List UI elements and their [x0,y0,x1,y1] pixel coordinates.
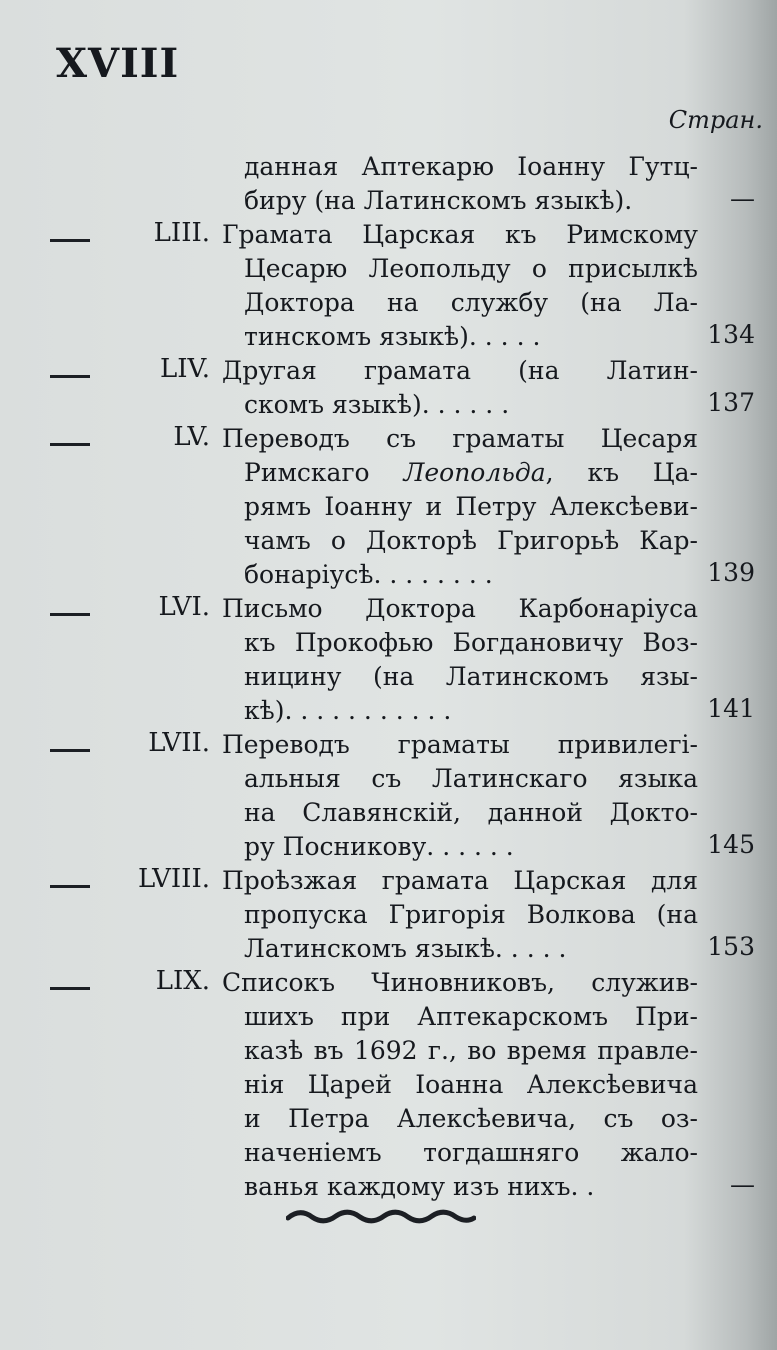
toc-entry [0,592,777,728]
toc-entry [0,354,777,422]
toc-entry-line: Латинскомъ языкѣ. . . . . [244,934,567,963]
toc-entry-page: 137 [707,388,755,417]
toc-entry [0,422,777,592]
toc-entry-line: Доктора на службу (на Ла- [244,288,698,317]
toc-entry-line: Переводъ съ граматы Цесаря [222,424,698,453]
toc-entry-line: кѣ). . . . . . . . . . . [244,696,452,725]
dash-mark [50,987,90,990]
toc-entry-number: LV. [173,422,210,452]
toc-entry-page: — [730,184,755,213]
page-column-header: Стран. [668,106,763,134]
toc-entry-number: LVII. [148,728,210,758]
toc-entry-line: скомъ языкѣ). . . . . . [244,390,510,419]
toc-entry-line: тинскомъ языкѣ). . . . . [244,322,541,351]
toc-entry-line: Проѣзжая грамата Царская для [222,866,698,895]
toc-entry-line: пропуска Григорія Волкова (на [244,900,698,929]
toc-entry-page: 145 [707,830,755,859]
toc-entry-line: биру (на Латинскомъ языкѣ). [244,186,633,215]
toc-entry-line: Списокъ Чиновниковъ, служив- [222,968,698,997]
dash-mark [50,443,90,446]
toc-entry-line: ницину (на Латинскомъ язы- [244,662,698,691]
toc-entry-line: Другая грамата (на Латин- [222,356,698,385]
dash-mark [50,885,90,888]
toc-entry-line: и Петра Алексѣевича, съ оз- [244,1104,698,1133]
toc-entry-line: шихъ при Аптекарскомъ При- [244,1002,698,1031]
toc-entry-line: на Славянскій, данной Докто- [244,798,698,827]
toc-entry-line: Цесарю Леопольду о присылкѣ [244,254,698,283]
toc-entry [0,728,777,864]
table-of-contents [0,150,777,1204]
toc-entry-number: LIX. [155,966,210,996]
toc-entry-line: наченіемъ тогдашняго жало- [244,1138,698,1167]
ornament-flourish-icon [286,1206,476,1226]
dash-mark [50,749,90,752]
toc-entry-line: ру Посникову. . . . . . [244,832,514,861]
toc-entry-page: 139 [707,558,755,587]
dash-mark [50,613,90,616]
toc-entry-line: нія Царей Іоанна Алексѣевича [244,1070,698,1099]
toc-entry-line: Письмо Доктора Карбонаріуса [222,594,698,623]
toc-entry-number: LIV. [159,354,210,384]
toc-entry-page: — [730,1170,755,1199]
toc-entry [0,218,777,354]
dash-mark [50,375,90,378]
toc-entry-line: рямъ Іоанну и Петру Алексѣеви- [244,492,698,521]
toc-entry-line: ванья каждому изъ нихъ. . [244,1172,595,1201]
toc-entry-page: 141 [707,694,755,723]
toc-entry-line: казѣ въ 1692 г., во время правле- [244,1036,698,1065]
toc-entry-line: альныя съ Латинскаго языка [244,764,698,793]
toc-entry-line: Римскаго Леопольда, къ Ца- [244,458,698,487]
toc-entry-line: къ Прокофью Богдановичу Воз- [244,628,698,657]
toc-entry-line: Переводъ граматы привилегі- [222,730,698,759]
toc-entry [0,864,777,966]
toc-entry-line: Грамата Царская къ Римскому [222,220,698,249]
toc-entry-line: бонаріусѣ. . . . . . . . [244,560,493,589]
toc-entry [0,966,777,1204]
toc-entry-line: данная Аптекарю Іоанну Гутц- [244,152,698,181]
toc-entry-number: LIII. [153,218,210,248]
toc-entry-page: 153 [707,932,755,961]
toc-entry-line: чамъ о Докторѣ Григорьѣ Кар- [244,526,698,555]
toc-entry [0,150,777,218]
dash-mark [50,239,90,242]
toc-entry-number: LVIII. [137,864,210,894]
page-roman-numeral: XVIII [56,40,180,87]
toc-entry-page: 134 [707,320,755,349]
toc-entry-number: LVI. [158,592,210,622]
